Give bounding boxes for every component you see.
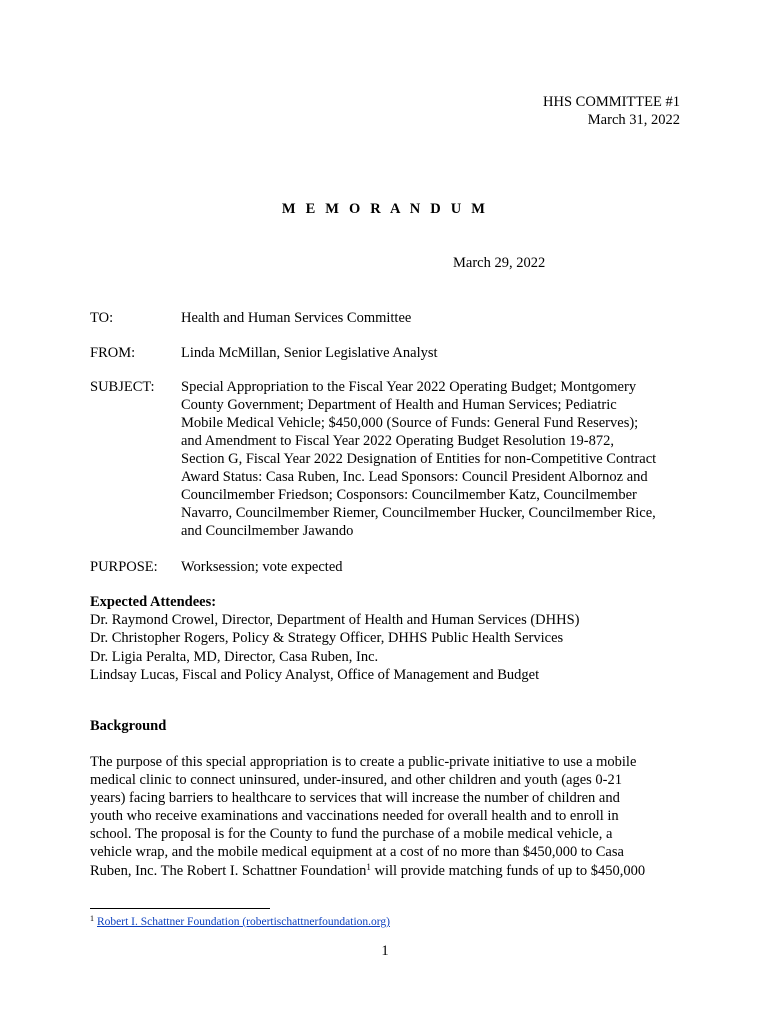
subject-line: Councilmember Friedson; Cosponsors: Councilmember Katz, Councilmember bbox=[181, 487, 637, 503]
paragraph-line: The purpose of this special appropriation is to create a public-private initiative to use a mobile bbox=[90, 754, 637, 770]
paragraph-line bbox=[90, 862, 682, 880]
background-paragraph bbox=[90, 753, 682, 880]
committee-header bbox=[543, 93, 680, 129]
to-label: TO: bbox=[90, 310, 114, 326]
footnote-divider bbox=[90, 908, 270, 909]
paragraph-line: years) facing barriers to healthcare to services that will increase the number of children and bbox=[90, 790, 620, 807]
footnote-reference[interactable]: 1 bbox=[366, 861, 371, 872]
committee-name: HHS COMMITTEE #1 bbox=[543, 94, 680, 110]
subject-value bbox=[181, 378, 680, 540]
purpose-value: Worksession; vote expected bbox=[181, 559, 343, 575]
background-heading: Background bbox=[90, 718, 167, 734]
paragraph-line: school. The proposal is for the County to fund the purchase of a mobile medical vehicle, a bbox=[90, 826, 613, 843]
attendee-line: Lindsay Lucas, Fiscal and Policy Analyst, Office of Management and Budget bbox=[90, 666, 540, 683]
subject-line: Mobile Medical Vehicle; $450,000 (Source of Funds: General Fund Reserves); bbox=[181, 415, 639, 431]
subject-line: Award Status: Casa Ruben, Inc. Lead Sponsors: Council President Albornoz and bbox=[181, 469, 648, 485]
attendee-line: Dr. Christopher Rogers, Policy & Strategy Officer, DHHS Public Health Services bbox=[90, 630, 564, 647]
attendees-heading: Expected Attendees: bbox=[90, 594, 217, 610]
subject-line: and Amendment to Fiscal Year 2022 Operating Budget Resolution 19-872, bbox=[181, 433, 614, 449]
committee-date: March 31, 2022 bbox=[587, 112, 680, 128]
subject-line: Section G, Fiscal Year 2022 Designation of Entities for non-Competitive Contract bbox=[181, 451, 657, 467]
attendee-line: Dr. Ligia Peralta, MD, Director, Casa Ruben, Inc. bbox=[90, 648, 379, 665]
subject-line: Special Appropriation to the Fiscal Year 2022 Operating Budget; Montgomery bbox=[181, 379, 637, 395]
paragraph-text: will provide matching funds of up to $450,000 bbox=[370, 862, 646, 879]
attendee-line: Dr. Raymond Crowel, Director, Department of Health and Human Services (DHHS) bbox=[90, 612, 580, 629]
schattner-foundation-link[interactable]: Robert I. Schattner Foundation (robertischattnerfoundation.org) bbox=[97, 916, 390, 928]
paragraph-line: youth who receive examinations and vaccinations needed for overall health and to enroll in bbox=[90, 808, 619, 825]
footnote bbox=[90, 916, 390, 928]
subject-label: SUBJECT: bbox=[90, 379, 155, 395]
purpose-label: PURPOSE: bbox=[90, 559, 158, 575]
to-value: Health and Human Services Committee bbox=[181, 310, 412, 326]
memo-date: March 29, 2022 bbox=[453, 255, 546, 271]
paragraph-line: vehicle wrap, and the mobile medical equipment at a cost of no more than $450,000 to Casa bbox=[90, 844, 624, 861]
footnote-marker: 1 bbox=[90, 914, 94, 923]
page-number: 1 bbox=[381, 943, 389, 959]
subject-line: and Councilmember Jawando bbox=[181, 523, 354, 539]
subject-line: Navarro, Councilmember Riemer, Councilmember Hucker, Councilmember Rice, bbox=[181, 505, 656, 521]
paragraph-line: medical clinic to connect uninsured, under-insured, and other children and youth (ages 0-21 bbox=[90, 772, 623, 789]
from-value: Linda McMillan, Senior Legislative Analyst bbox=[181, 345, 438, 361]
from-label: FROM: bbox=[90, 345, 136, 361]
purpose-field bbox=[90, 558, 680, 576]
to-field bbox=[90, 309, 680, 327]
subject-line: County Government; Department of Health and Human Services; Pediatric bbox=[181, 397, 617, 413]
subject-field bbox=[90, 378, 680, 540]
paragraph-text: Ruben, Inc. The Robert I. Schattner Foundation bbox=[90, 862, 367, 879]
from-field bbox=[90, 344, 680, 362]
expected-attendees bbox=[90, 593, 579, 684]
memo-title: M E M O R A N D U M bbox=[281, 201, 489, 217]
